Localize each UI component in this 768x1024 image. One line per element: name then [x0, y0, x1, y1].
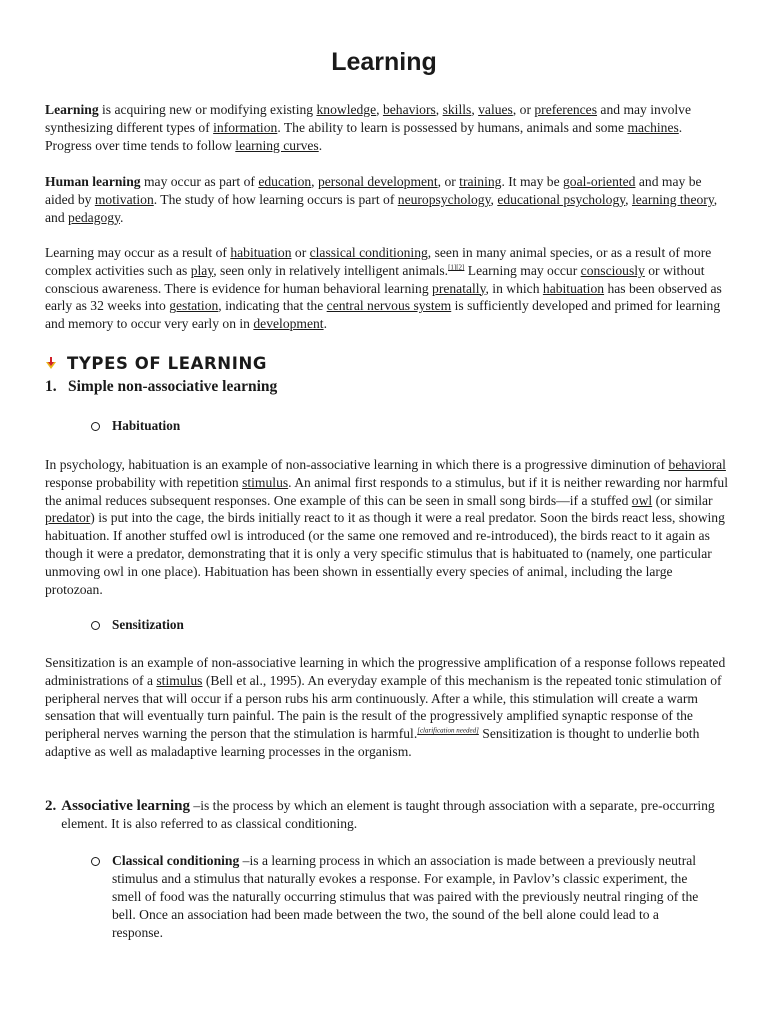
- text: . Progress over time tends to follow: [45, 119, 683, 153]
- link-neuropsychology[interactable]: neuropsychology: [397, 191, 491, 207]
- link-education[interactable]: education: [258, 174, 312, 189]
- text: ,: [311, 174, 318, 189]
- intro-paragraph: [45, 101, 730, 154]
- clarification-needed-link[interactable]: [clarification needed]: [417, 726, 479, 735]
- text: –is the process by which an element is taught through association with a separate, pre-occurring element. It is also referred to as classical conditioning.: [61, 798, 715, 831]
- link-behavioral[interactable]: behavioral: [668, 457, 726, 472]
- text: . An animal first responds to a stimulus, but if it is neither rewarding nor harmful the animal reduces subsequent responses. One example of this can be seen in small song birds—if a stuffed: [45, 474, 728, 508]
- section-2-associative-learning: [45, 797, 735, 833]
- link-stimulus[interactable]: stimulus: [156, 672, 203, 688]
- link-pedagogy[interactable]: pedagogy: [68, 209, 120, 225]
- human-learning-paragraph: [45, 173, 730, 226]
- hollow-circle-bullet-icon: [91, 857, 100, 866]
- link-play[interactable]: play: [190, 262, 214, 278]
- text: , in which: [485, 280, 543, 296]
- text: has been observed as early as 32 weeks into: [45, 280, 722, 314]
- classical-conditioning-bullet: [91, 852, 731, 942]
- section-number: 2.: [45, 798, 57, 814]
- hollow-circle-bullet-icon: [91, 621, 100, 630]
- link-central-nervous-system[interactable]: central nervous system: [326, 298, 452, 314]
- text: .: [318, 137, 323, 153]
- link-habituation-2[interactable]: habituation: [542, 280, 605, 296]
- text: is acquiring new or modifying existing: [98, 102, 317, 117]
- citation-link[interactable]: [1][2]: [448, 263, 465, 272]
- habituation-paragraph: [45, 456, 730, 598]
- link-owl[interactable]: owl: [631, 492, 653, 508]
- sensitization-bullet: [91, 617, 184, 633]
- text: .: [120, 209, 124, 225]
- text: and may be aided by: [45, 174, 702, 207]
- text: (or similar: [652, 492, 713, 508]
- text: ,: [490, 191, 498, 207]
- link-classical-conditioning[interactable]: classical conditioning: [309, 245, 428, 260]
- text: ) is put into the cage, the birds initially react to it as though it were a real predator. Soon the birds react less, showing habituation. If another stuffed owl is introduced (or the same one removed and re-introduced), the birds react to it again as though it were a predator, demonstrating that it is only a very specific stimulus that is habituated to (namely, one particular unmoving owl in one place). Habituation has been shown in essentially every species of animal, including the large protozoan.: [45, 510, 725, 597]
- link-behaviors[interactable]: behaviors: [382, 102, 436, 117]
- section-number: 1.: [45, 378, 57, 395]
- hollow-circle-bullet-icon: [91, 422, 100, 431]
- learning-occurrence-paragraph: [45, 244, 730, 333]
- link-goal-oriented[interactable]: goal-oriented: [563, 174, 636, 189]
- red-yellow-arrow-bullet-icon: [45, 357, 57, 371]
- text: –is a learning process in which an association is made between a previously neutral stimulus and a stimulus that naturally evokes a response. For example, in Pavlov’s classic experiment, the smell of food was the naturally occurring stimulus that was paired with the previously neutral ringing of the bell. Once an association had been made between the two, the sound of the bell alone could lead to a response.: [112, 853, 699, 940]
- link-skills[interactable]: skills: [442, 102, 472, 117]
- text: . The study of how learning occurs is part of: [153, 191, 398, 207]
- text: . It may be: [501, 174, 563, 189]
- text: Learning may occur as a result of: [45, 245, 231, 260]
- link-learning-curves[interactable]: learning curves: [235, 137, 319, 153]
- link-knowledge[interactable]: knowledge: [316, 102, 377, 117]
- text: , or: [437, 174, 460, 189]
- link-development[interactable]: development: [253, 316, 324, 332]
- text: response probability with repetition: [45, 474, 243, 490]
- text: .: [323, 316, 327, 332]
- text: ,: [376, 102, 383, 117]
- link-prenatally[interactable]: prenatally: [432, 280, 486, 296]
- text: , indicating that the: [218, 298, 327, 314]
- text: , seen only in relatively intelligent animals.: [213, 262, 449, 278]
- link-values[interactable]: values: [478, 102, 513, 117]
- text: . The ability to learn is possessed by humans, animals and some: [277, 119, 628, 135]
- section-title: Associative learning: [61, 798, 191, 814]
- bullet-heading: Habituation: [112, 418, 181, 433]
- text: is sufficiently developed and primed for learning and memory to occur very early on in: [45, 298, 721, 332]
- text: may occur as part of: [140, 174, 259, 189]
- link-consciously[interactable]: consciously: [580, 262, 645, 278]
- link-information[interactable]: information: [213, 119, 278, 135]
- link-predator[interactable]: predator: [45, 510, 91, 526]
- sensitization-paragraph: [45, 654, 730, 761]
- text: ,: [435, 102, 443, 117]
- habituation-bullet: [91, 418, 180, 434]
- link-machines[interactable]: machines: [627, 119, 679, 135]
- link-habituation[interactable]: habituation: [230, 245, 292, 260]
- link-stimulus[interactable]: stimulus: [242, 474, 289, 490]
- text: (Bell et al., 1995). An everyday example of this mechanism is the repeated tonic stimulation of peripheral nerves that will occur if a person rubs his arm continuously. After a while, this stimulation will create a warm sensation that will eventually turn painful. The pain is the result of the progressively amplified synaptic response of the peripheral nerves warning the person that the stimulation is harmful.: [45, 672, 722, 742]
- text: In psychology, habituation is an example of non-associative learning in which there is a progressive diminution of: [45, 457, 669, 472]
- link-gestation[interactable]: gestation: [169, 298, 219, 314]
- text: or: [291, 245, 310, 260]
- text: ,: [471, 102, 479, 117]
- section-1-heading: [45, 378, 277, 396]
- text: and may involve synthesizing different types of: [45, 102, 692, 135]
- link-personal-development[interactable]: personal development: [317, 174, 438, 189]
- text: , or: [512, 102, 535, 117]
- document-title: Learning: [331, 48, 437, 76]
- link-preferences[interactable]: preferences: [534, 102, 598, 117]
- heading-text: TYPES OF LEARNING: [67, 354, 267, 373]
- link-motivation[interactable]: motivation: [94, 191, 154, 207]
- text: Learning may occur: [464, 262, 581, 278]
- link-training[interactable]: training: [459, 174, 502, 189]
- link-learning-theory[interactable]: learning theory: [631, 191, 714, 207]
- text: ,: [625, 191, 632, 207]
- bold-term: Learning: [45, 102, 99, 117]
- text: , and: [45, 191, 718, 225]
- bullet-heading: Classical conditioning: [112, 853, 240, 868]
- types-of-learning-heading: [45, 354, 267, 373]
- text: , seen in many animal species, or as a result of more complex activities such as: [45, 245, 712, 278]
- bullet-heading: Sensitization: [112, 617, 184, 632]
- link-educational-psychology[interactable]: educational psychology: [497, 191, 626, 207]
- text: Sensitization is thought to underlie both adaptive as well as maladaptive learning processes in the organism.: [45, 726, 700, 759]
- section-title: Simple non-associative learning: [68, 378, 278, 395]
- text: or without conscious awareness. There is evidence for human behavioral learning: [45, 262, 705, 296]
- text: Sensitization is an example of non-associative learning in which the progressive amplification of a response follows repeated administrations of a: [45, 655, 726, 688]
- bold-term: Human learning: [45, 174, 141, 189]
